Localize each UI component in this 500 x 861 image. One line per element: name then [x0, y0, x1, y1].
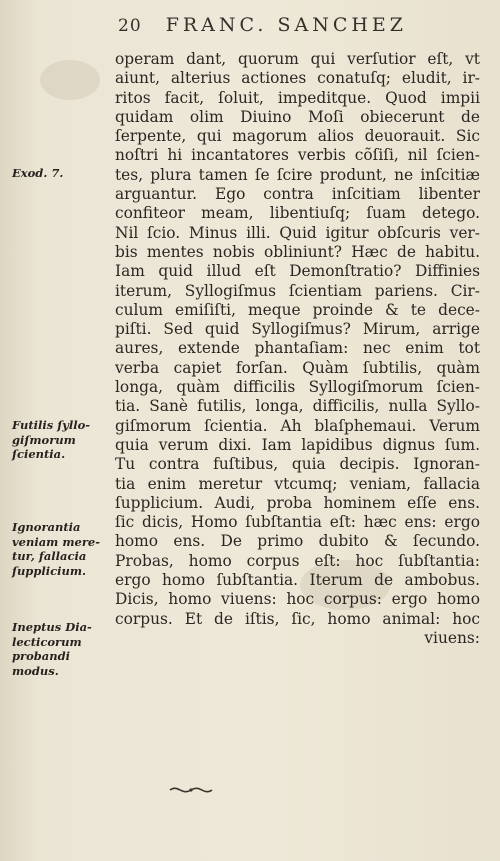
margin-note-line: ſupplicium. [12, 563, 87, 578]
text-line: Nil ſcio. Minus illi. Quid igitur obſcuris ver- [115, 223, 480, 242]
text-line: aures, extende phantaſiam: nec enim tot [115, 339, 480, 358]
text-line: ſic dicis, Homo ſubſtantia eſt: hæc ens: ergo [115, 513, 480, 532]
margin-note-line: Futilis ſyllo- [12, 418, 91, 432]
page-number: 20 [118, 16, 142, 36]
page-header [118, 14, 407, 36]
margin-note-line: Ineptus Dia- [12, 620, 92, 634]
text-line: aiunt, alterius actiones conatuſq; eludit, ir- [115, 69, 480, 88]
text-line: arguantur. Ego contra inſcitiam libenter [115, 185, 480, 204]
margin-note-line: lecticorum [12, 634, 82, 649]
margin-note-ineptus [12, 620, 92, 678]
margin-note-line: modus. [12, 663, 59, 678]
text-line: tes, plura tamen ſe ſcire produnt, ne inſcitiæ [115, 165, 480, 184]
margin-note-futilis [12, 418, 90, 462]
text-line: ergo homo ſubſtantia. Iterum de ambobus. [115, 571, 480, 590]
margin-note-line: tur, fallacia [12, 549, 87, 563]
margin-note-ignorantia [12, 520, 100, 578]
text-line: corpus. Et de iſtis, ſic, homo animal: hoc [115, 609, 480, 628]
text-line: homo ens. De primo dubito & ſecundo. [115, 532, 480, 551]
text-line: tia. Sanè futilis, longa, difficilis, nulla Syllo- [115, 397, 480, 416]
text-line: noſtri hi incantatores verbis cõſiſi, nil ſcien- [115, 146, 480, 165]
text-line: ſupplicium. Audi, proba hominem eſſe ens. [115, 493, 480, 512]
margin-note-exodus [12, 166, 63, 181]
text-line: ritos facit, ſoluit, impeditque. Quod impii [115, 88, 480, 107]
margin-note-line: probandi [12, 649, 71, 663]
text-line: verba capiet forſan. Quàm ſubtilis, quàm [115, 358, 480, 377]
margin-note-line: Ignorantia [12, 520, 81, 534]
text-line: giſmorum ſcientia. Ah blaſphemaui. Verum [115, 416, 480, 435]
text-line: culum emiſiſti, meque proinde & te dece- [115, 300, 480, 319]
text-line: Iam quid illud eſt Demonſtratio? Diffinies [115, 262, 480, 281]
text-line: tia enim meretur vtcumq; veniam, fallacia [115, 474, 480, 493]
text-line: Tu contra fuſtibus, quia decipis. Ignoran- [115, 455, 480, 474]
main-text-block [115, 50, 480, 648]
text-line: ſerpente, qui magorum alios deuorauit. Sic [115, 127, 480, 146]
running-title: FRANC. SANCHEZ [165, 14, 408, 36]
text-line: quia verum dixi. Iam lapidibus dignus ſum. [115, 435, 480, 454]
catchword: viuens: [424, 628, 480, 647]
text-line: Probas, homo corpus eſt: hoc ſubſtantia: [115, 551, 480, 570]
text-line: piſti. Sed quid Syllogiſmus? Mirum, arrige [115, 320, 480, 339]
text-line: bis mentes nobis obliniunt? Hæc de habitu. [115, 242, 480, 261]
text-line: longa, quàm difficilis Syllogiſmorum ſcien- [115, 378, 480, 397]
margin-note-line: ſcientia. [12, 447, 66, 461]
ornament-flourish-icon [168, 784, 214, 796]
text-line: confiteor meam, libentiuſq; ſuam detego. [115, 204, 480, 223]
text-line: Dicis, homo viuens: hoc corpus: ergo homo [115, 590, 480, 609]
text-line: operam dant, quorum qui verſutior eſt, vt [115, 50, 480, 68]
paper-stain [40, 60, 100, 100]
margin-note-line: veniam mere- [12, 534, 100, 549]
text-line: quidam olim Diuino Moſi obiecerunt de [115, 107, 480, 126]
margin-note-line: Exod. 7. [12, 166, 64, 180]
margin-note-line: giſmorum [12, 432, 76, 447]
text-line: iterum, Syllogiſmus ſcientiam pariens. Cir- [115, 281, 480, 300]
